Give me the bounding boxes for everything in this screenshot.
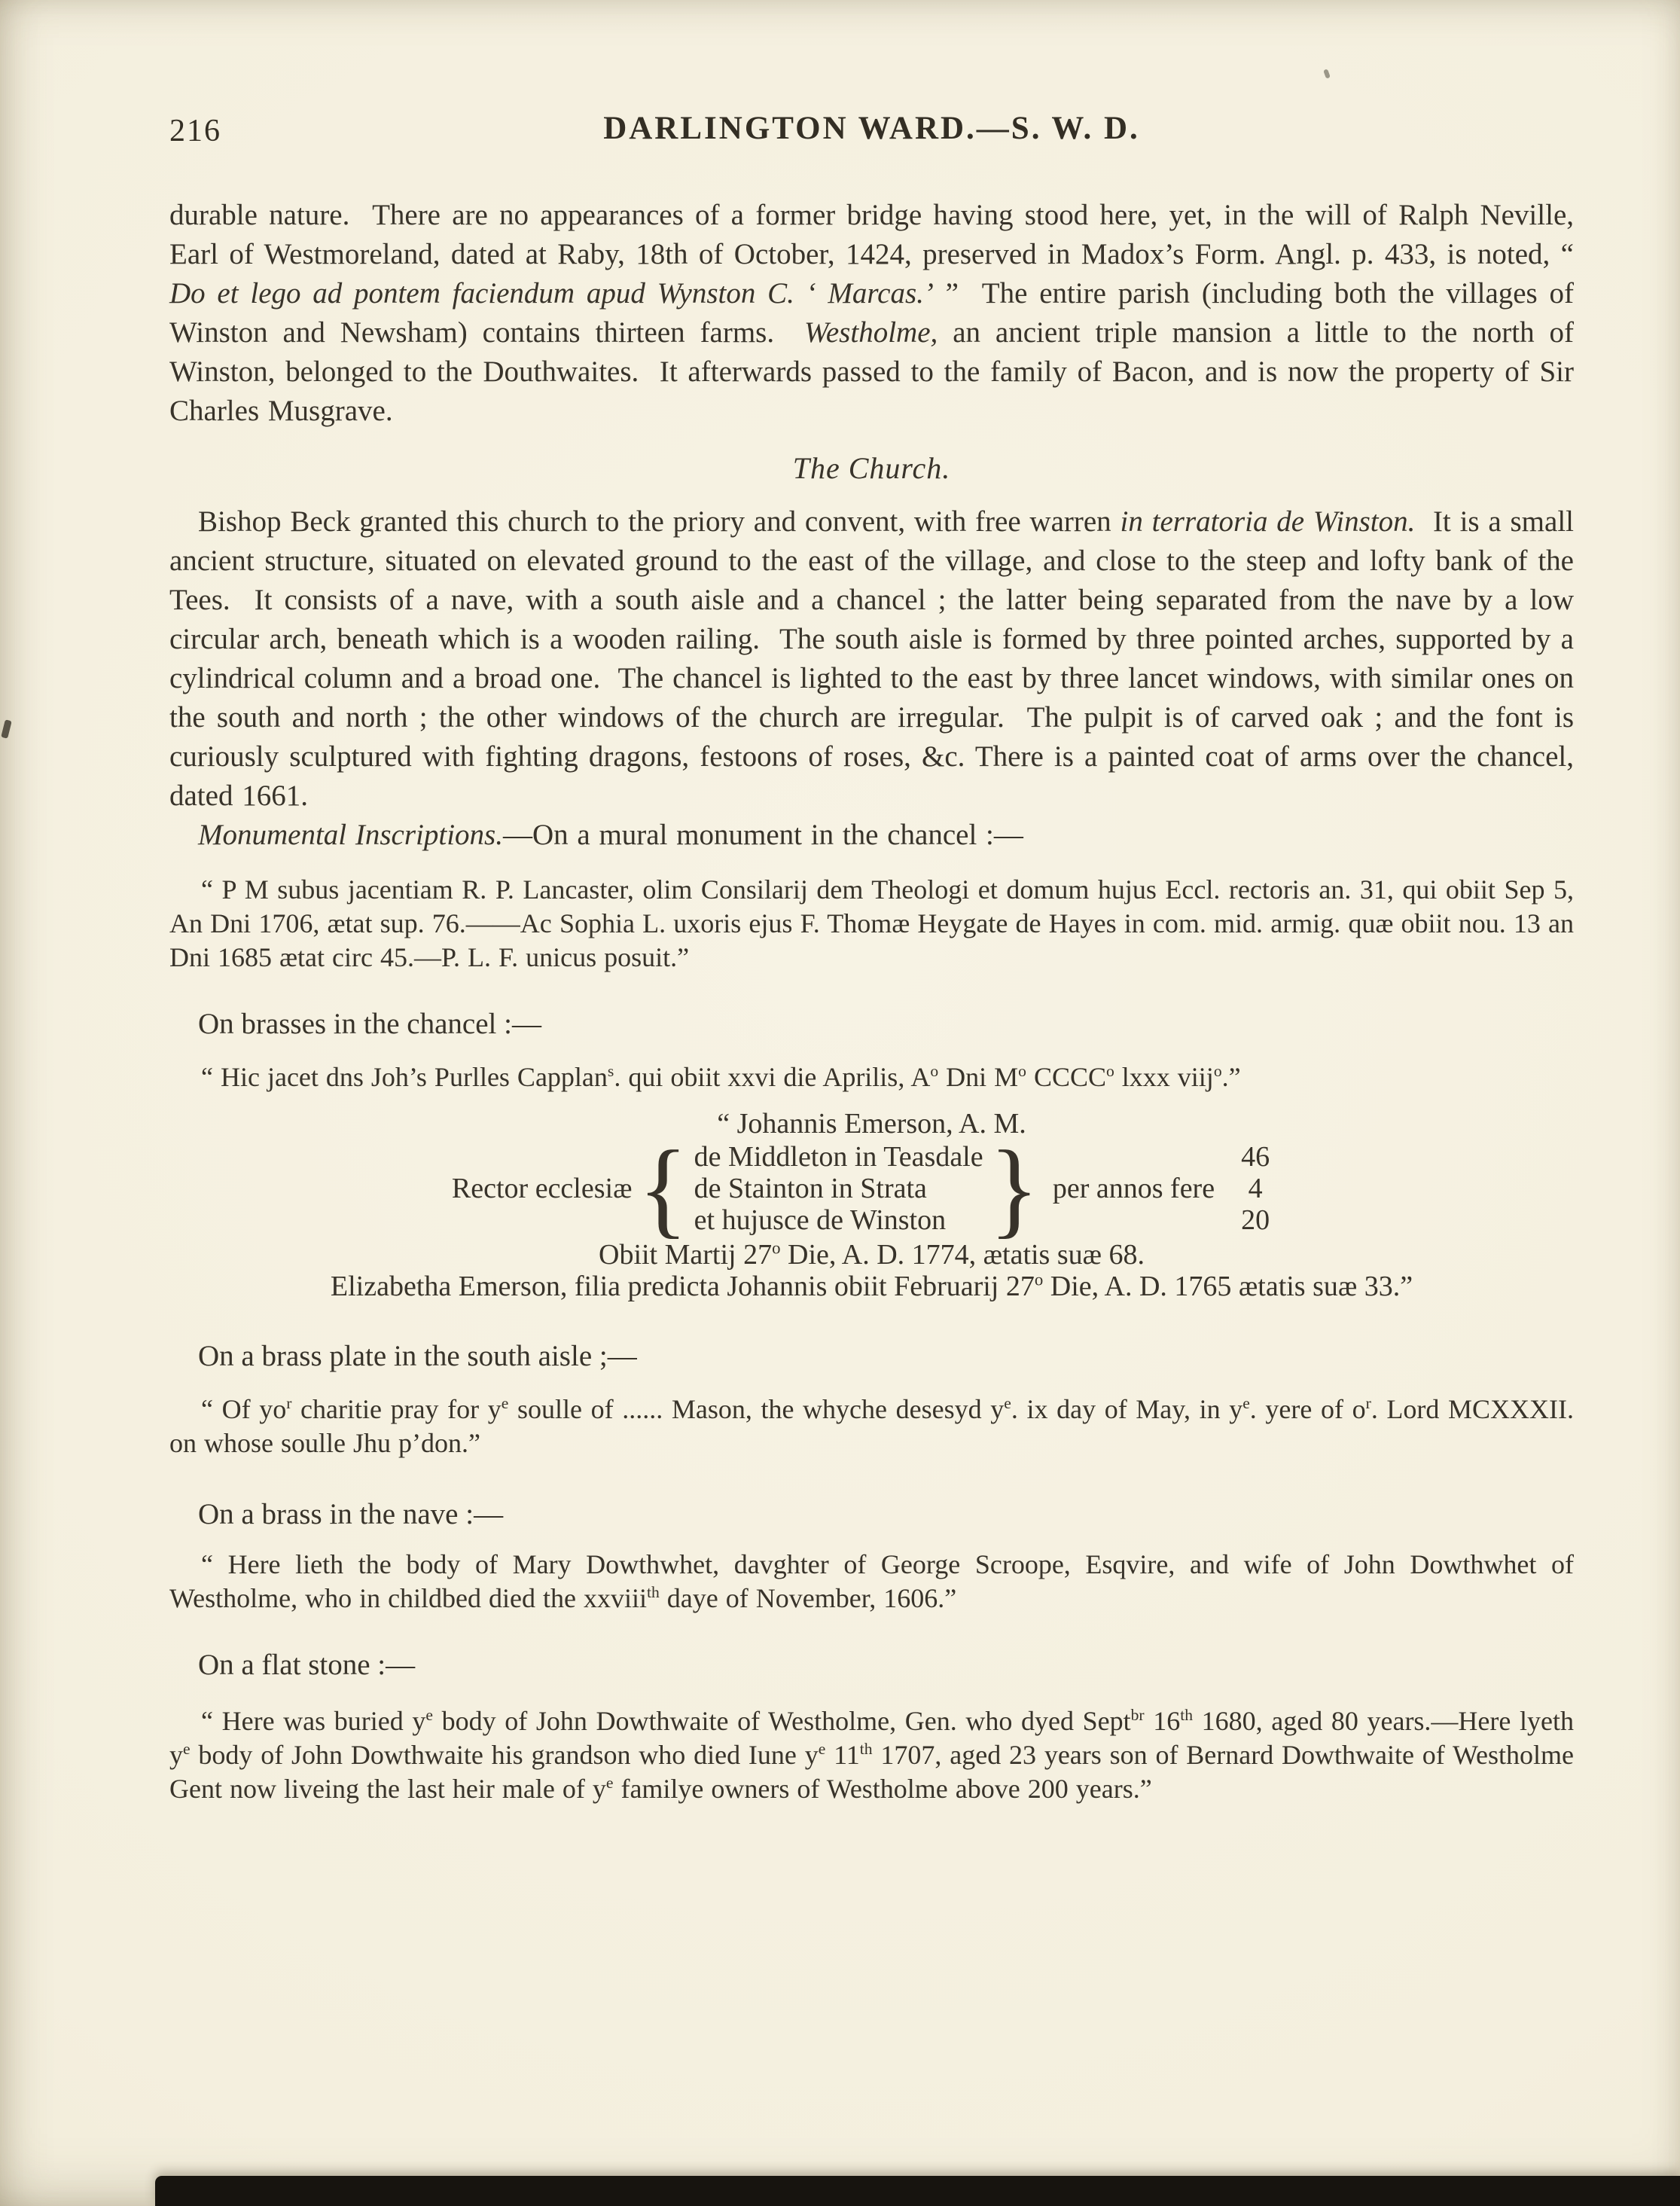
emerson-years-winston: 20 xyxy=(1241,1204,1270,1236)
scanner-edge-bar xyxy=(155,2176,1680,2206)
text-segment: “ P M subus jacentiam R. P. Lancaster, olim Consilarij dem Theologi et domum hujus Eccl. rectoris an. 31, qui obiit Sep 5, An Dni 1706, ætat sup. 76.——Ac Sophia L. uxoris ejus F. Thomæ Heygate de Hayes in com. mid. armig. quæ obiit nou. 13 an Dni 1685 ætat circ 45.—P. L. F. unicus posuit.” xyxy=(169,874,1574,972)
text-segment: —On a mural monument in the chancel :— xyxy=(502,819,1023,851)
superscript-text: r xyxy=(286,1394,292,1412)
text-segment: Elizabetha Emerson, filia predicta Johannis obiit Februarij 27 xyxy=(330,1271,1035,1302)
inscription-brass-plate xyxy=(169,1393,1574,1460)
text-segment: durable nature. There are no appearances of a former bridge having stood here, yet, in the will of Ralph Neville, Earl of Westmoreland, dated at Raby, 18th of October, 1424, preserved in Madox’s Form. Angl. p. 433, is noted, “ xyxy=(169,199,1574,270)
superscript-text: o xyxy=(1106,1062,1114,1080)
lead-flat-stone: On a flat stone :— xyxy=(198,1649,416,1681)
text-segment: Obiit Martij 27 xyxy=(599,1239,773,1271)
lead-brass-nave: On a brass in the nave :— xyxy=(198,1498,504,1530)
superscript-text: e xyxy=(1004,1394,1011,1412)
superscript-text: th xyxy=(647,1583,660,1601)
emerson-per-annos-label: per annos fere xyxy=(1052,1173,1215,1204)
superscript-text: r xyxy=(1365,1394,1371,1412)
text-segment: It is a small ancient structure, situated on elevated ground to the east of the village, and close to the steep and lofty bank of the Tees. It consists of a nave, with a south aisle and a chancel ; the latter being separated from the nave by a low circular arch, beneath which is a wooden railing. The south aisle is formed by three pointed arches, supported by a cylindrical column and a broad one. The chancel is lighted to the east by three lancet windows, with similar ones on the south and north ; the other windows of the church are irregular. The pulpit is of carved oak ; and the font is curiously sculptured with fighting dragons, festoons of roses, &c. There is a painted coat of arms over the chancel, dated 1661. xyxy=(169,505,1574,812)
inscription-mural-monument xyxy=(169,873,1574,975)
page-header xyxy=(169,110,1574,151)
emerson-parish-list xyxy=(694,1141,983,1236)
text-segment: familye owners of Westholme above 200 years.” xyxy=(613,1774,1152,1804)
text-segment: Dni M xyxy=(938,1062,1019,1092)
heading-the-church: The Church. xyxy=(792,451,951,485)
text-segment: in terratoria de Winston. xyxy=(1120,505,1416,538)
text-segment: “ Here lieth the body of Mary Dowthwhet, davghter of George Scroope, Esqvire, and wife of John Dowthwhet of Westholme, who in childbed died the xxviii xyxy=(169,1549,1574,1613)
text-segment: CCCC xyxy=(1026,1062,1106,1092)
text-segment: ” The entire parish (including both the villages of Winston and Newsham) contains thirteen farms. xyxy=(169,277,1574,349)
line-monumental-inscriptions xyxy=(169,816,1574,855)
text-segment: “ Johannis Emerson, A. M. xyxy=(717,1108,1026,1140)
emerson-parish-stainton: de Stainton in Strata xyxy=(694,1173,927,1204)
paragraph-church-description xyxy=(169,502,1574,816)
text-segment: 1680, aged 80 years.—Here lyeth y xyxy=(169,1706,1574,1770)
text-segment: .” xyxy=(1221,1062,1241,1092)
lead-brass-plate: On a brass plate in the south aisle ;— xyxy=(198,1340,637,1372)
text-segment: lxxx viij xyxy=(1114,1062,1214,1092)
inscription-brass-capplan xyxy=(169,1060,1574,1094)
emerson-title xyxy=(169,1108,1574,1140)
text-segment: daye of November, 1606.” xyxy=(659,1583,957,1613)
text-segment: charitie pray for y xyxy=(291,1394,502,1424)
text-segment: Die, A. D. 1765 ætatis suæ 33.” xyxy=(1043,1271,1413,1302)
emerson-rector-label: Rector ecclesiæ xyxy=(451,1173,633,1204)
superscript-text: e xyxy=(425,1706,433,1724)
text-segment: . yere of o xyxy=(1249,1394,1366,1424)
text-segment: 11 xyxy=(825,1740,860,1770)
text-segment: Bishop Beck granted this church to the priory and convent, with free warren xyxy=(198,505,1121,538)
text-segment: 1707, aged 23 years son of Bernard Dowthwaite of Westholme Gent now liveing the last heir male of y xyxy=(169,1740,1575,1804)
inscription-brass-nave xyxy=(169,1548,1574,1616)
text-segment: body of John Dowthwaite of Westholme, Gen. who dyed Sept xyxy=(432,1706,1131,1736)
inscription-flat-stone xyxy=(169,1704,1574,1806)
text-segment: . ix day of May, in y xyxy=(1011,1394,1243,1424)
text-segment: soulle of ...... Mason, the whyche desesyd y xyxy=(508,1394,1005,1424)
superscript-text: o xyxy=(1018,1062,1026,1080)
superscript-text: th xyxy=(1180,1706,1194,1724)
emerson-years-stainton: 4 xyxy=(1248,1173,1263,1204)
text-segment: 16 xyxy=(1144,1706,1181,1736)
text-segment: Do et lego ad pontem faciendum apud Wynston C. ‘ Marcas.’ xyxy=(169,277,934,310)
superscript-text: th xyxy=(859,1740,873,1758)
superscript-text: o xyxy=(1213,1062,1222,1080)
superscript-text: o xyxy=(772,1238,781,1258)
text-segment: “ Hic jacet dns Joh’s Purlles Capplan xyxy=(201,1062,608,1092)
emerson-obiit-line xyxy=(169,1239,1574,1271)
text-segment: Die, A. D. 1774, ætatis suæ 68. xyxy=(780,1239,1145,1271)
emerson-years-list xyxy=(1219,1141,1291,1236)
superscript-text: br xyxy=(1130,1706,1145,1724)
superscript-text: e xyxy=(501,1394,509,1412)
text-segment: Westholme, xyxy=(803,316,938,349)
superscript-text: e xyxy=(183,1740,191,1758)
superscript-text: s xyxy=(607,1062,614,1080)
superscript-text: e xyxy=(1242,1394,1250,1412)
text-segment: “ Here was buried y xyxy=(201,1706,426,1736)
emerson-years-middleton: 46 xyxy=(1241,1141,1270,1173)
closing-brace: } xyxy=(989,1127,1039,1249)
superscript-text: e xyxy=(818,1740,826,1758)
text-segment: body of John Dowthwaite his grandson who died Iune y xyxy=(190,1740,819,1770)
superscript-text: o xyxy=(930,1062,939,1080)
emerson-elizabetha-line xyxy=(169,1271,1574,1302)
lead-on-brasses: On brasses in the chancel :— xyxy=(198,1008,541,1040)
opening-brace: { xyxy=(638,1127,688,1249)
superscript-text: o xyxy=(1034,1270,1044,1289)
emerson-parish-middleton: de Middleton in Teasdale xyxy=(694,1141,983,1173)
paragraph-winston-bridge xyxy=(169,196,1574,431)
text-segment: . Lord MCXXXII. on whose soulle Jhu p’don.” xyxy=(169,1394,1575,1458)
inscription-emerson-memorial xyxy=(169,1108,1574,1302)
superscript-text: e xyxy=(605,1774,614,1792)
emerson-brace-row xyxy=(169,1127,1574,1249)
text-segment: Monumental Inscriptions. xyxy=(198,819,503,851)
running-title: DARLINGTON WARD.—S. W. D. xyxy=(603,111,1140,146)
page-number: 216 xyxy=(169,114,221,148)
text-segment: . qui obiit xxvi die Aprilis, A xyxy=(614,1062,931,1092)
text-segment: “ Of yo xyxy=(201,1394,287,1424)
text-segment: an ancient triple mansion a little to the north of Winston, belonged to the Douthwaites. It afterwards passed to the family of Bacon, and is now the property of Sir Charles Musgrave. xyxy=(169,316,1574,427)
emerson-parish-winston: et hujusce de Winston xyxy=(694,1204,947,1236)
